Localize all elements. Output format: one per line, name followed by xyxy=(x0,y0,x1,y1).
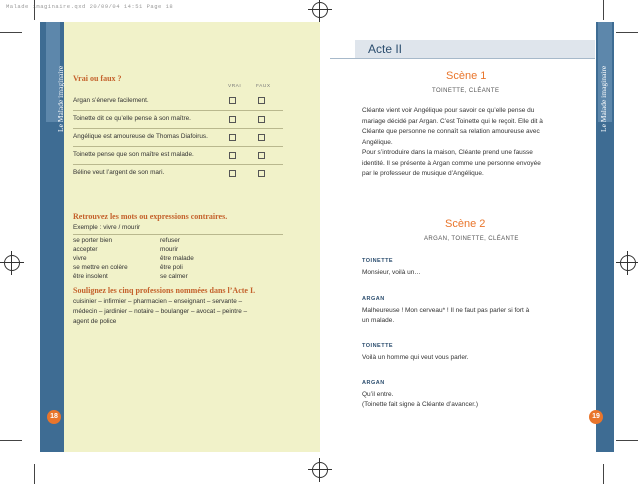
running-title-left: Le Malade imaginaire xyxy=(56,65,65,132)
dialogue-line: Malheureuse ! Mon cerveau* ! Il ne faut pas parler si fort à xyxy=(362,307,530,314)
speaker-name: ARGAN xyxy=(362,296,385,302)
crop-mark xyxy=(34,464,35,484)
crop-mark xyxy=(603,464,604,484)
speaker-name: TOINETTE xyxy=(362,258,394,264)
checkbox-true-2[interactable] xyxy=(229,116,236,123)
false-column-header: FAUX xyxy=(256,84,271,89)
crop-mark xyxy=(616,440,638,441)
professions-line-2: médecin – jardinier – notaire – boulanger – avocat – peintre – xyxy=(73,308,248,315)
checkbox-false-5[interactable] xyxy=(258,170,265,177)
act-title: Acte II xyxy=(368,42,403,56)
checkbox-false-4[interactable] xyxy=(258,152,265,159)
scene-1-title: Scène 1 xyxy=(446,70,487,82)
checkbox-true-3[interactable] xyxy=(229,134,236,141)
dialogue-line: (Toinette fait signe à Cléante d’avancer.) xyxy=(362,401,478,408)
dialogue-line: Voilà un homme qui veut vous parler. xyxy=(362,354,469,361)
divider xyxy=(73,110,283,111)
summary-line: Angélique. xyxy=(362,138,393,146)
summary-line: Pour s’introduire dans la maison, Cléante prend une fausse xyxy=(362,149,533,156)
dialogue-line: Qu’il entre. xyxy=(362,391,394,398)
summary-line: Cléante vient voir Angélique pour savoir ce qu’elle pense du xyxy=(362,107,535,114)
checkbox-false-3[interactable] xyxy=(258,134,265,141)
right-word-2: mourir xyxy=(160,246,179,253)
right-word-1: refuser xyxy=(160,237,180,244)
scene-2-title: Scène 2 xyxy=(445,218,486,230)
statement-4: Toinette pense que son maître est malade. xyxy=(73,151,194,158)
scene-2-characters: ARGAN, TOINETTE, CLÉANTE xyxy=(424,236,519,242)
checkbox-false-2[interactable] xyxy=(258,116,265,123)
true-false-title: Vrai ou faux ? xyxy=(73,74,122,83)
statement-3: Angélique est amoureuse de Thomas Diafoirus. xyxy=(73,133,208,140)
print-slug: Malade imaginaire.qxd 20/09/04 14:51 Page 18 xyxy=(6,3,174,10)
registration-mark-top xyxy=(312,2,328,18)
summary-line: identité. Il se présente à Argan comme une personne envoyée xyxy=(362,159,541,167)
checkbox-false-1[interactable] xyxy=(258,97,265,104)
crop-mark xyxy=(0,440,22,441)
left-word-3: vivre xyxy=(73,255,87,262)
page-number-right: 19 xyxy=(589,410,603,424)
scene-1-characters: TOINETTE, CLÉANTE xyxy=(432,88,500,94)
professions-line-1: cuisinier – infirmier – pharmacien – enseignant – servante – xyxy=(73,298,243,305)
divider xyxy=(73,164,283,165)
crop-mark xyxy=(603,0,604,20)
dialogue-line: Monsieur, voilà un… xyxy=(362,269,421,276)
scene-1-summary xyxy=(362,106,586,180)
checkbox-true-4[interactable] xyxy=(229,152,236,159)
registration-mark-left xyxy=(4,255,20,271)
professions-line-3: agent de police xyxy=(73,318,117,325)
dialogue-line: un malade. xyxy=(362,317,395,324)
speaker-name: ARGAN xyxy=(362,380,385,386)
opposites-example: Exemple : vivre / mourir xyxy=(73,224,141,231)
statement-1: Argan s’énerve facilement. xyxy=(73,97,149,104)
checkbox-true-1[interactable] xyxy=(229,97,236,104)
divider xyxy=(73,146,283,147)
statement-5: Béline veut l’argent de son mari. xyxy=(73,169,165,176)
left-word-5: être insolent xyxy=(73,273,108,280)
registration-mark-right xyxy=(620,255,636,271)
left-word-1: se porter bien xyxy=(73,237,113,244)
right-word-5: se calmer xyxy=(160,273,188,280)
running-title-right: Le Malade imaginaire xyxy=(599,65,608,132)
crop-mark xyxy=(616,32,638,33)
summary-line: Cléante que personne ne connaît sa relation amoureuse avec xyxy=(362,128,540,135)
left-word-4: se mettre en colère xyxy=(73,264,128,271)
summary-line: par le professeur de musique d’Angélique. xyxy=(362,170,484,177)
statement-2: Toinette dit ce qu’elle pense à son maître. xyxy=(73,115,191,122)
summary-line: mariage décidé par Argan. C’est Toinette qui le reçoit. Elle dit à xyxy=(362,117,543,125)
speaker-name: TOINETTE xyxy=(362,343,394,349)
professions-title: Soulignez les cinq professions nommées dans l’Acte I. xyxy=(73,286,256,295)
divider xyxy=(73,234,283,235)
right-word-3: être malade xyxy=(160,255,194,262)
page-number-left: 18 xyxy=(47,410,61,424)
act-underline xyxy=(330,58,595,59)
checkbox-true-5[interactable] xyxy=(229,170,236,177)
crop-mark xyxy=(0,32,22,33)
right-word-4: être poli xyxy=(160,264,183,271)
left-word-2: accepter xyxy=(73,246,98,253)
divider xyxy=(73,128,283,129)
crop-mark xyxy=(34,0,35,20)
true-column-header: VRAI xyxy=(228,84,242,89)
registration-mark-bottom xyxy=(312,462,328,478)
opposites-title: Retrouvez les mots ou expressions contraires. xyxy=(73,212,228,221)
